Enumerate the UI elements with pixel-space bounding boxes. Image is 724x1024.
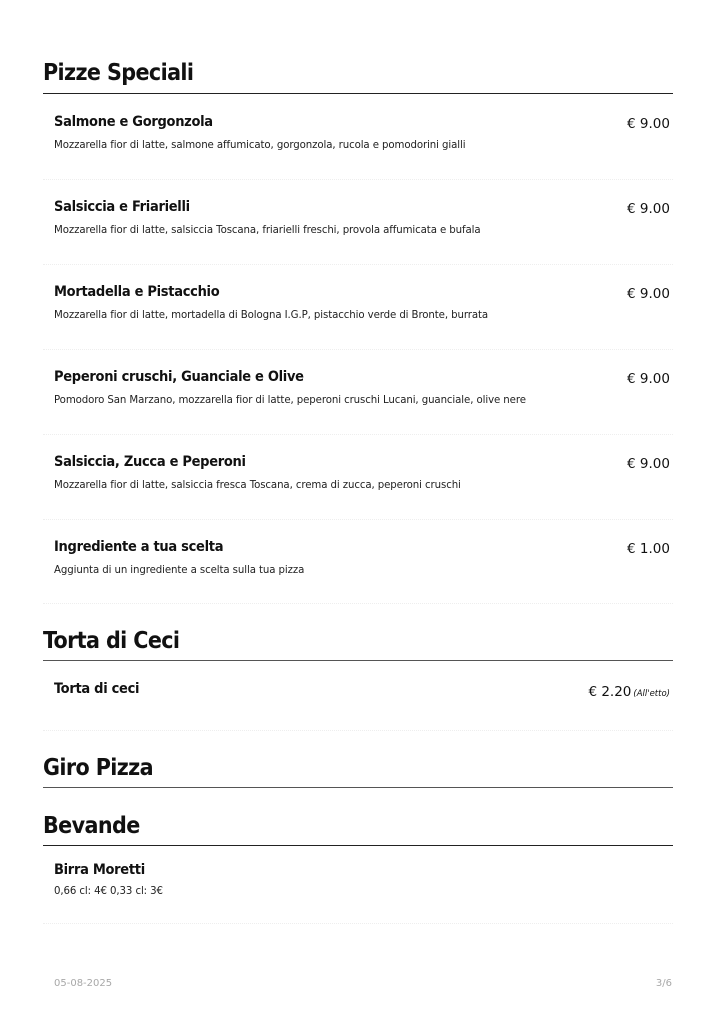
menu-item bbox=[43, 368, 673, 434]
item-divider bbox=[43, 730, 673, 731]
footer-page-number: 3/6 bbox=[655, 978, 672, 989]
item-divider bbox=[43, 349, 673, 350]
item-divider bbox=[43, 434, 673, 435]
menu-item bbox=[43, 453, 673, 519]
menu-item bbox=[43, 538, 673, 604]
item-price: € 9.00 bbox=[627, 456, 670, 472]
item-price: € 1.00 bbox=[627, 541, 670, 557]
item-divider bbox=[43, 519, 673, 520]
item-name: Ingrediente a tua scelta bbox=[54, 539, 224, 555]
item-divider bbox=[43, 603, 673, 604]
section-title: Bevande bbox=[43, 813, 140, 839]
item-name: Torta di ceci bbox=[54, 681, 140, 697]
section-title: Torta di Ceci bbox=[43, 628, 180, 654]
item-description: Mozzarella fior di latte, salmone affumicato, gorgonzola, rucola e pomodorini gialli bbox=[54, 140, 466, 151]
menu-item bbox=[43, 283, 673, 349]
menu-item bbox=[43, 680, 673, 730]
item-price: € 9.00 bbox=[627, 201, 670, 217]
item-price: € 9.00 bbox=[627, 371, 670, 387]
section-giro-pizza bbox=[43, 753, 673, 783]
item-name: Salmone e Gorgonzola bbox=[54, 114, 213, 130]
section-rule bbox=[43, 845, 673, 846]
item-description: 0,66 cl: 4€ 0,33 cl: 3€ bbox=[54, 886, 163, 897]
item-divider bbox=[43, 923, 673, 924]
item-description: Aggiunta di un ingrediente a scelta sulla tua pizza bbox=[54, 565, 305, 576]
item-name: Birra Moretti bbox=[54, 862, 145, 878]
section-rule bbox=[43, 93, 673, 94]
item-name: Peperoni cruschi, Guanciale e Olive bbox=[54, 369, 304, 385]
menu-item bbox=[43, 861, 673, 923]
section-title: Giro Pizza bbox=[43, 755, 153, 781]
item-description: Mozzarella fior di latte, salsiccia Toscana, friarielli freschi, provola affumicata e bufala bbox=[54, 225, 481, 236]
section-pizze-speciali bbox=[43, 58, 673, 88]
item-description: Pomodoro San Marzano, mozzarella fior di latte, peperoni cruschi Lucani, guanciale, olive nere bbox=[54, 395, 526, 406]
menu-item bbox=[43, 198, 673, 264]
item-name: Mortadella e Pistacchio bbox=[54, 284, 220, 300]
item-name: Salsiccia e Friarielli bbox=[54, 199, 190, 215]
section-rule bbox=[43, 660, 673, 661]
item-price-note: (All'etto) bbox=[633, 689, 670, 699]
item-price bbox=[588, 683, 670, 703]
section-torta-di-ceci bbox=[43, 626, 673, 656]
menu-item bbox=[43, 113, 673, 179]
item-name: Salsiccia, Zucca e Peperoni bbox=[54, 454, 246, 470]
item-divider bbox=[43, 264, 673, 265]
item-price: € 9.00 bbox=[627, 286, 670, 302]
section-rule bbox=[43, 787, 673, 788]
item-price: € 9.00 bbox=[627, 116, 670, 132]
item-description: Mozzarella fior di latte, mortadella di Bologna I.G.P, pistacchio verde di Bronte, burrata bbox=[54, 310, 489, 321]
section-bevande bbox=[43, 811, 673, 841]
item-divider bbox=[43, 179, 673, 180]
item-price-value: € 2.20 bbox=[588, 684, 632, 700]
footer-date: 05-08-2025 bbox=[54, 978, 113, 989]
item-description: Mozzarella fior di latte, salsiccia fresca Toscana, crema di zucca, peperoni cruschi bbox=[54, 480, 461, 491]
section-title: Pizze Speciali bbox=[43, 60, 194, 86]
